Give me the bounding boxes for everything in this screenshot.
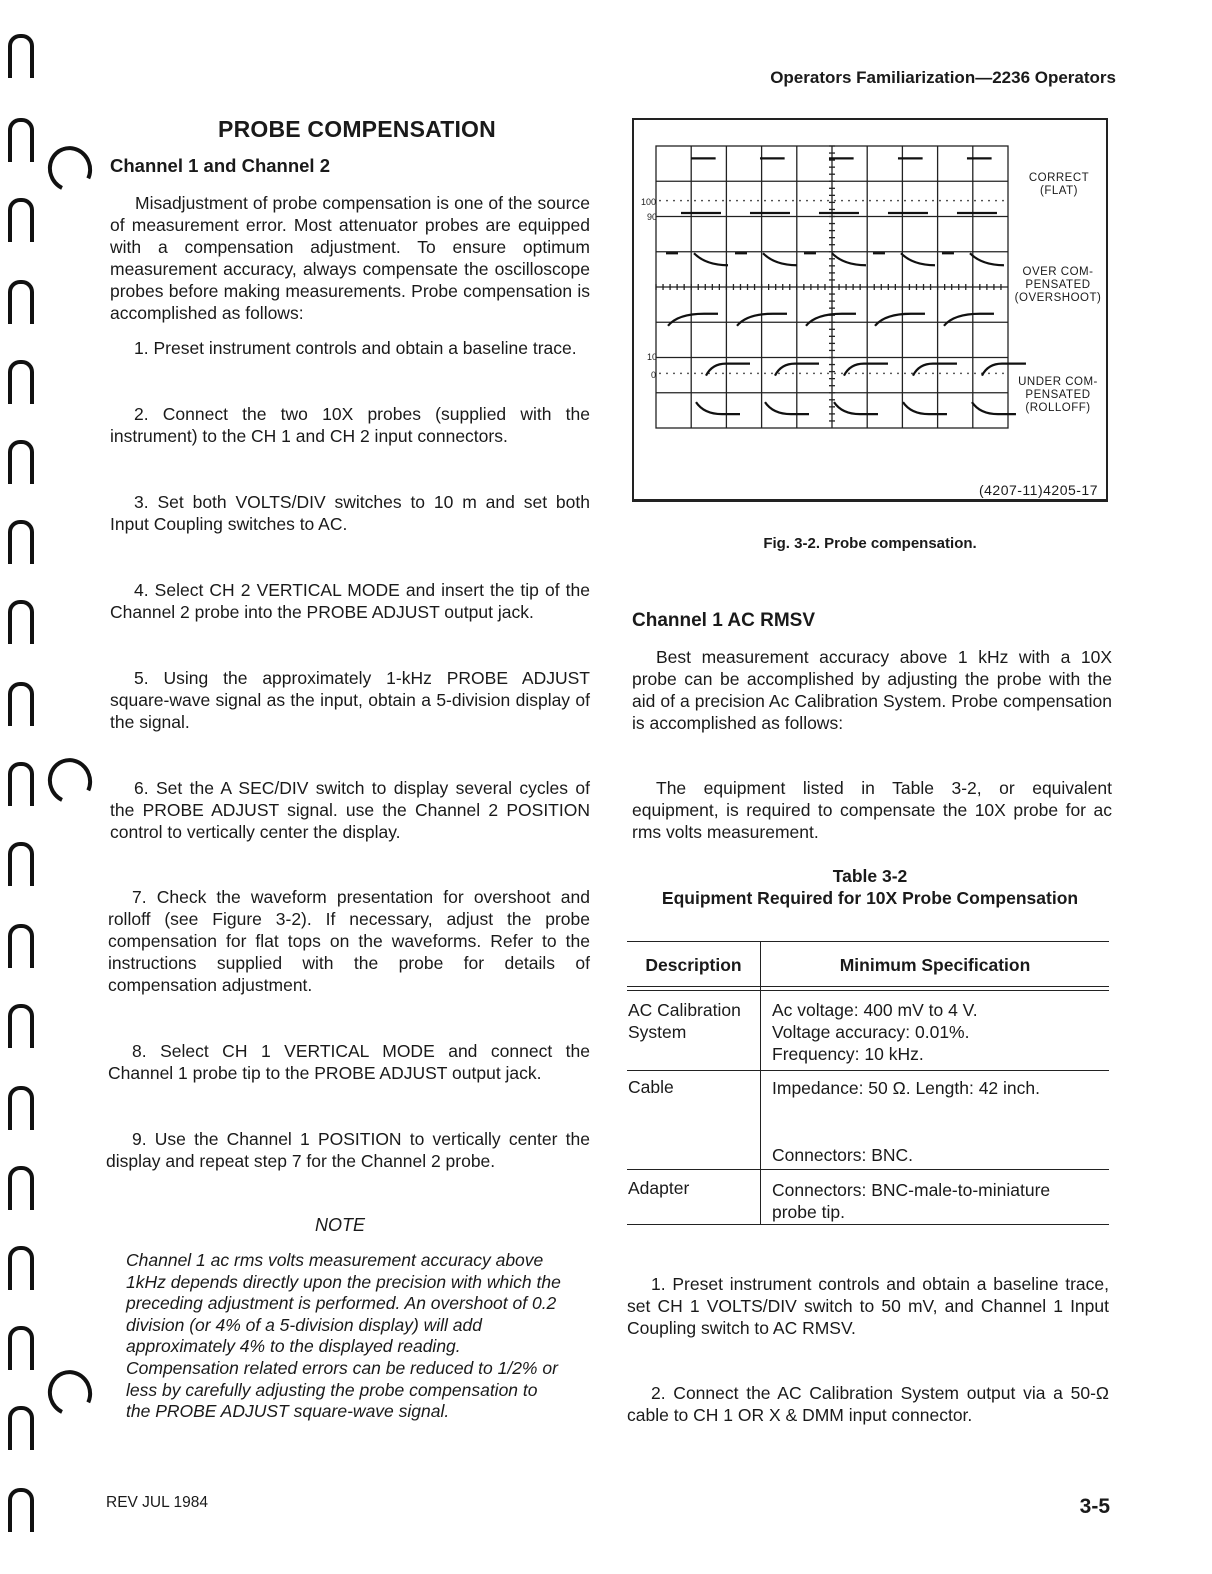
rmsv-paragraph-1: Best measurement accuracy above 1 kHz with a 10X probe can be accomplished by adjusting the probe with the aid of a precision Ac Calibration System. Probe compensation is accomplished as follows:	[632, 647, 1112, 733]
dotted-reference	[736, 200, 738, 202]
dotted-reference	[1002, 200, 1004, 202]
dotted-reference	[694, 372, 696, 374]
dotted-reference	[708, 200, 710, 202]
dotted-reference	[785, 200, 787, 202]
binder-hole-icon	[8, 924, 34, 968]
section-heading-rmsv: Channel 1 AC RMSV	[632, 610, 815, 631]
table-title: Equipment Required for 10X Probe Compensation	[661, 888, 1079, 908]
dotted-reference	[806, 200, 808, 202]
dotted-reference	[848, 200, 850, 202]
header-specification: Minimum Specification	[839, 955, 1031, 975]
step-2: 2. Connect the two 10X probes (supplied with the instrument) to the CH 1 and CH 2 input connectors.	[110, 404, 590, 446]
step-7: 7. Check the waveform presentation for overshoot and rolloff (see Figure 3-2). If necessary, adjust the probe compensation for flat tops on the waveforms. Refer to the instructions supplied with the probe for details of compensation adjustment.	[108, 887, 590, 995]
dotted-reference	[946, 372, 948, 374]
dotted-reference	[792, 200, 794, 202]
dotted-reference	[750, 372, 752, 374]
table-caption	[632, 865, 1108, 909]
dotted-reference	[715, 372, 717, 374]
dotted-reference	[988, 200, 990, 202]
dotted-reference	[932, 372, 934, 374]
dotted-reference	[813, 200, 815, 202]
dotted-reference	[743, 200, 745, 202]
equipment-table	[627, 941, 1109, 1225]
dotted-reference	[876, 200, 878, 202]
dotted-reference	[890, 200, 892, 202]
spec-line: Impedance: 50 Ω. Length: 42 inch.	[772, 1078, 1040, 1098]
revision-date: REV JUL 1984	[106, 1494, 208, 1511]
scale-100-label: 100	[641, 197, 657, 207]
dotted-reference	[792, 372, 794, 374]
row-1-description: AC Calibration System	[628, 1000, 741, 1042]
dotted-reference	[890, 372, 892, 374]
dotted-reference	[953, 200, 955, 202]
dotted-reference	[680, 200, 682, 202]
rmsv-step-1: 1. Preset instrument controls and obtain a baseline trace, set CH 1 VOLTS/DIV switch to 50 mV, and Channel 1 Input Coupling switch to AC RMSV.	[627, 1274, 1109, 1338]
row-2-description: Cable	[628, 1077, 674, 1097]
dotted-reference	[743, 372, 745, 374]
dotted-reference	[764, 372, 766, 374]
dotted-reference	[722, 200, 724, 202]
binder-hole-icon	[8, 842, 34, 886]
dotted-reference	[995, 372, 997, 374]
binder-hole-icon	[8, 360, 34, 404]
dotted-reference	[988, 372, 990, 374]
section-heading: Channel 1 and Channel 2	[110, 155, 330, 176]
dotted-reference	[771, 200, 773, 202]
dotted-reference	[911, 200, 913, 202]
dotted-reference	[925, 200, 927, 202]
dotted-reference	[932, 200, 934, 202]
dotted-reference	[687, 372, 689, 374]
dotted-reference	[827, 372, 829, 374]
dotted-reference	[834, 200, 836, 202]
dotted-reference	[939, 372, 941, 374]
step-3: 3. Set both VOLTS/DIV switches to 10 m and set both Input Coupling switches to AC.	[110, 492, 590, 534]
dotted-reference	[855, 372, 857, 374]
figure-code: (4207-11)4205-17	[978, 482, 1098, 498]
dotted-reference	[925, 372, 927, 374]
dotted-reference	[981, 200, 983, 202]
dotted-reference	[974, 372, 976, 374]
dotted-reference	[995, 200, 997, 202]
dotted-reference	[918, 200, 920, 202]
dotted-reference	[883, 200, 885, 202]
punch-hole-icon	[41, 752, 98, 810]
binder-hole-icon	[8, 280, 34, 324]
figure-caption: Fig. 3-2. Probe compensation.	[763, 535, 977, 552]
dotted-reference	[757, 200, 759, 202]
header-description: Description	[645, 955, 742, 975]
dotted-reference	[820, 200, 822, 202]
binder-hole-icon	[8, 1488, 34, 1532]
dotted-reference	[855, 200, 857, 202]
label-rolloff: UNDER COM- PENSATED (ROLLOFF)	[1018, 376, 1098, 414]
page-number: 3-5	[1079, 1495, 1110, 1518]
dotted-reference	[666, 200, 668, 202]
binder-hole-icon	[8, 762, 34, 806]
left-column	[108, 116, 598, 143]
dotted-reference	[946, 200, 948, 202]
row-3-description: Adapter	[628, 1178, 690, 1198]
dotted-reference	[841, 372, 843, 374]
note-text: Channel 1 ac rms volts measurement accuracy above 1kHz depends directly upon the precision with which the preceding adjustment is performed. An overshoot of 0.2 division (or 4% of a 5-division display) will add approximately 4% to the displayed reading. Compensation related errors can be reduced to 1/2% or less by carefully adjusting the probe compensation to the PROBE ADJUST square-wave signal.	[126, 1250, 561, 1422]
dotted-reference	[862, 372, 864, 374]
label-overshoot: OVER COM- PENSATED (OVERSHOOT)	[1014, 266, 1102, 304]
dotted-reference	[806, 372, 808, 374]
step-6: 6. Set the A SEC/DIV switch to display several cycles of the PROBE ADJUST signal. use the Channel 2 POSITION control to vertically center the display.	[110, 778, 590, 842]
step-4: 4. Select CH 2 VERTICAL MODE and insert the tip of the Channel 2 probe into the PROBE ADJUST output jack.	[110, 580, 590, 622]
label-correct: CORRECT (FLAT)	[1028, 172, 1090, 197]
correct-trace	[681, 158, 997, 213]
dotted-reference	[827, 200, 829, 202]
dotted-reference	[848, 372, 850, 374]
dotted-reference	[778, 200, 780, 202]
dotted-reference	[701, 372, 703, 374]
dotted-reference	[953, 372, 955, 374]
dotted-reference	[897, 372, 899, 374]
dotted-reference	[701, 200, 703, 202]
binder-hole-icon	[8, 520, 34, 564]
figure-frame	[632, 118, 1108, 502]
binder-hole-icon	[8, 198, 34, 242]
dotted-reference	[771, 372, 773, 374]
dotted-reference	[939, 200, 941, 202]
dotted-reference	[673, 200, 675, 202]
dotted-reference	[680, 372, 682, 374]
punch-hole-icon	[41, 140, 98, 198]
page-title: PROBE COMPENSATION	[218, 116, 496, 142]
dotted-reference	[876, 372, 878, 374]
dotted-reference	[820, 372, 822, 374]
dotted-reference	[813, 372, 815, 374]
dotted-reference	[729, 200, 731, 202]
step-9: 9. Use the Channel 1 POSITION to vertically center the display and repeat step 7 for the Channel 2 probe.	[106, 1129, 590, 1171]
dotted-reference	[659, 372, 661, 374]
spec-line: Frequency: 10 kHz.	[772, 1044, 924, 1064]
scale-10-label: 10	[647, 352, 658, 362]
dotted-reference	[918, 372, 920, 374]
punch-hole-icon	[41, 1364, 98, 1422]
dotted-reference	[729, 372, 731, 374]
binder-hole-icon	[8, 1326, 34, 1370]
spec-line: Connectors: BNC-male-to-miniature probe tip.	[772, 1180, 1051, 1222]
dotted-reference	[869, 200, 871, 202]
step-5: 5. Using the approximately 1-kHz PROBE ADJUST square-wave signal as the input, obtain a 5-division display of the signal.	[110, 668, 590, 732]
dotted-reference	[960, 372, 962, 374]
dotted-reference	[722, 372, 724, 374]
table-number: Table 3-2	[832, 866, 908, 886]
dotted-reference	[967, 200, 969, 202]
dotted-reference	[904, 372, 906, 374]
dotted-reference	[666, 372, 668, 374]
binder-hole-icon	[8, 440, 34, 484]
dotted-reference	[869, 372, 871, 374]
dotted-reference	[967, 372, 969, 374]
dotted-reference	[883, 372, 885, 374]
binder-hole-icon	[8, 1004, 34, 1048]
intro-paragraph: Misadjustment of probe compensation is one of the source of measurement error. Most attenuator probes are equipped with a compensation adjustment. To ensure optimum measurement accuracy, always compensate the oscilloscope probes before making measurements. Probe compensation is accomplished as follows:	[110, 193, 590, 323]
dotted-reference	[834, 372, 836, 374]
binder-hole-icon	[8, 34, 34, 78]
dotted-reference	[799, 372, 801, 374]
dotted-reference	[764, 200, 766, 202]
binder-hole-icon	[8, 682, 34, 726]
spec-line: Voltage accuracy: 0.01%.	[772, 1022, 970, 1042]
dotted-reference	[974, 200, 976, 202]
note-box	[126, 1250, 564, 1423]
dotted-reference	[750, 200, 752, 202]
binder-hole-icon	[8, 600, 34, 644]
dotted-reference	[960, 200, 962, 202]
rolloff-trace	[706, 364, 1026, 376]
binder-hole-icon	[8, 1166, 34, 1210]
dotted-reference	[673, 372, 675, 374]
rolloff-lower-trace	[696, 402, 1016, 414]
dotted-reference	[841, 200, 843, 202]
dotted-reference	[1002, 372, 1004, 374]
step-8: 8. Select CH 1 VERTICAL MODE and connect the Channel 1 probe tip to the PROBE ADJUST output jack.	[108, 1041, 590, 1083]
dotted-reference	[757, 372, 759, 374]
dotted-reference	[785, 372, 787, 374]
spec-line: Connectors: BNC.	[772, 1145, 914, 1165]
dotted-reference	[715, 200, 717, 202]
binder-hole-icon	[8, 1246, 34, 1290]
scale-0-label: 0	[651, 370, 657, 380]
dotted-reference	[694, 200, 696, 202]
binder-hole-icon	[8, 1086, 34, 1130]
dotted-reference	[778, 372, 780, 374]
scale-90-label: 90	[647, 212, 658, 222]
dotted-reference	[904, 200, 906, 202]
step-1: 1. Preset instrument controls and obtain a baseline trace.	[134, 338, 577, 358]
binder-hole-icon	[8, 118, 34, 162]
dotted-reference	[687, 200, 689, 202]
row-1-specs	[772, 999, 1102, 1065]
binder-hole-icon	[8, 1406, 34, 1450]
dotted-reference	[799, 200, 801, 202]
dotted-reference	[862, 200, 864, 202]
dotted-reference	[897, 200, 899, 202]
note-heading: NOTE	[314, 1215, 365, 1235]
running-header: Operators Familiarization—2236 Operators	[770, 68, 1116, 87]
rmsv-paragraph-2: The equipment listed in Table 3-2, or equivalent equipment, is required to compensate the 10X probe for ac rms volts measurement.	[632, 778, 1112, 842]
rmsv-step-2: 2. Connect the AC Calibration System output via a 50-Ω cable to CH 1 OR X & DMM input connector.	[627, 1383, 1109, 1425]
dotted-reference	[659, 200, 661, 202]
dotted-reference	[736, 372, 738, 374]
spec-line: Ac voltage: 400 mV to 4 V.	[772, 1000, 978, 1020]
